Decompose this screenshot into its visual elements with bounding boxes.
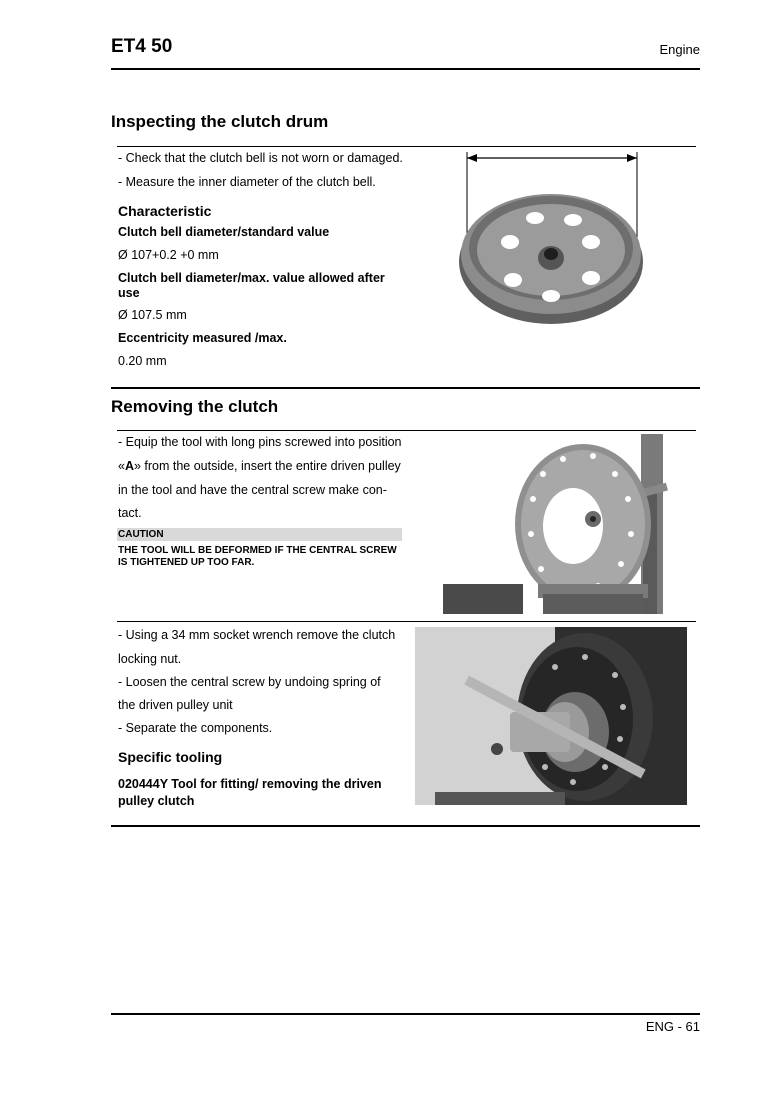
- spec-3-label: Eccentricity measured /max.: [118, 331, 287, 345]
- footer-rule: [111, 1013, 700, 1015]
- section-rule-2: [111, 825, 700, 827]
- header-rule: [111, 68, 700, 70]
- document-title: ET4 50: [111, 36, 173, 57]
- removing-p2-line-5: - Separate the components.: [118, 721, 273, 735]
- inspect-line-2: - Measure the inner diameter of the clutch bell.: [118, 175, 376, 189]
- section-rule-1: [111, 387, 700, 389]
- tooling-item: 020444Y Tool for fitting/ removing the driven pulley clutch: [118, 777, 382, 808]
- spec-1-value: Ø 107+0.2 +0 mm: [118, 248, 219, 262]
- removing-p2-line-4: the driven pulley unit: [118, 698, 233, 712]
- removing-rule-2: [117, 621, 696, 622]
- inspect-line-1: - Check that the clutch bell is not worn or damaged.: [118, 151, 403, 165]
- removing-p1-line-2: «A» from the outside, insert the entire driven pulley: [118, 459, 401, 473]
- spec-2-value: Ø 107.5 mm: [118, 308, 187, 322]
- removing-heading: Removing the clutch: [111, 397, 279, 416]
- inspect-heading: Inspecting the clutch drum: [111, 112, 329, 131]
- spec-1-label: Clutch bell diameter/standard value: [118, 225, 330, 239]
- removing-p2-line-1: - Using a 34 mm socket wrench remove the clutch: [118, 628, 396, 642]
- tool-photo: [443, 434, 696, 614]
- section-label: Engine: [659, 42, 700, 57]
- removing-p1-line-3: in the tool and have the central screw make con-: [118, 483, 387, 497]
- spec-2-label: Clutch bell diameter/max. value allowed after use: [118, 271, 385, 300]
- tooling-heading: Specific tooling: [118, 749, 223, 765]
- removing-p2-line-2: locking nut.: [118, 652, 182, 666]
- removing-p1-line-4: tact.: [118, 506, 142, 520]
- pulley-removal-photo: [415, 627, 687, 805]
- spec-3-value: 0.20 mm: [118, 354, 167, 368]
- clutch-bell-photo: [455, 150, 655, 330]
- caution-label: CAUTION: [118, 529, 164, 540]
- removing-rule: [117, 430, 696, 431]
- caution-text: THE TOOL WILL BE DEFORMED IF THE CENTRAL SCREW IS TIGHTENED UP TOO FAR.: [118, 545, 397, 568]
- removing-p2-line-3: - Loosen the central screw by undoing spring of: [118, 675, 381, 689]
- removing-p1-line-1: - Equip the tool with long pins screwed into position: [118, 435, 402, 449]
- characteristic-heading: Characteristic: [118, 203, 212, 219]
- inspect-rule: [117, 146, 696, 147]
- page-number: ENG - 61: [645, 1019, 700, 1034]
